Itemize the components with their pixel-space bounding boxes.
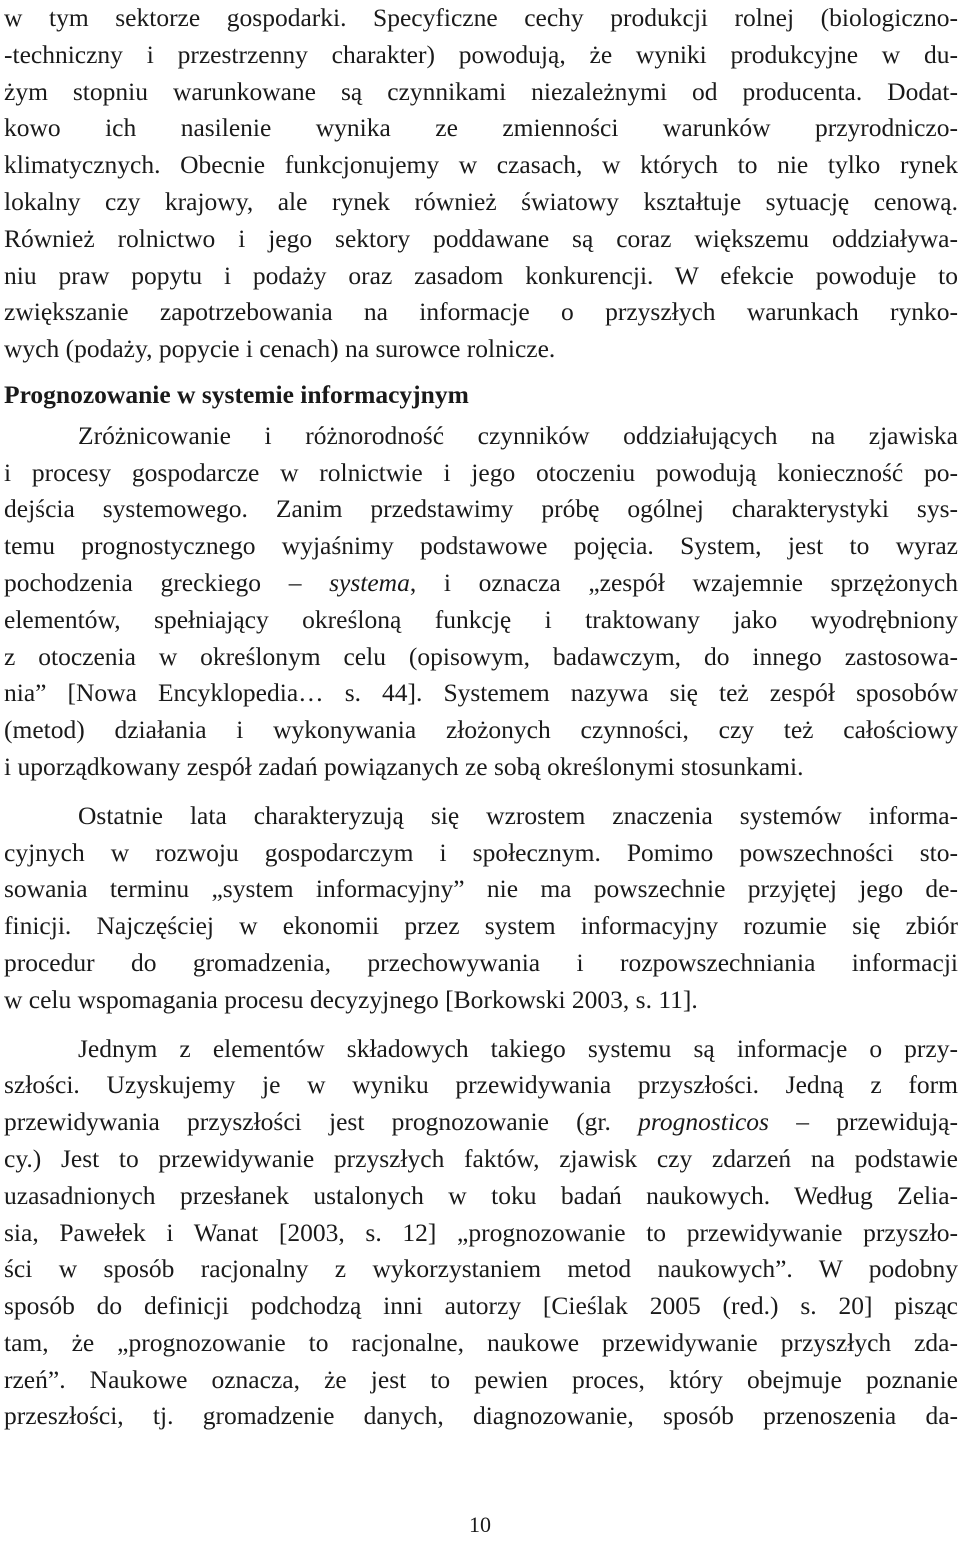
text-line: rzeń”. Naukowe oznacza, że jest to pewien proces, który obejmuje poznanie xyxy=(4,1364,958,1394)
text-line: tam, że „prognozowanie to racjonalne, naukowe przewidywanie przyszłych zda- xyxy=(4,1327,958,1357)
text-segment: , i oznacza „zespół wzajemnie sprzężonych xyxy=(409,567,958,597)
text-segment: – przewidują- xyxy=(768,1107,958,1137)
paragraph-3 xyxy=(4,798,958,1019)
text-line: niu praw popytu i podaży oraz zasadom konkurencji. W efekcie powoduje to xyxy=(4,260,958,290)
text-line: w tym sektorze gospodarki. Specyficzne cechy produkcji rolnej (biologiczno- xyxy=(4,3,958,32)
paragraph-2 xyxy=(4,418,958,786)
text-line: elementów, spełniający określoną funkcję i traktowany jako wyodrębniony xyxy=(4,604,958,634)
paragraph-4 xyxy=(4,1031,958,1436)
text-line: z otoczenia w określonym celu (opisowym, badawczym, do innego zastosowa- xyxy=(4,641,958,671)
text-segment: pochodzenia greckiego – xyxy=(4,567,330,597)
text-line: przeszłości, tj. gromadzenie danych, diagnozowanie, sposób przenoszenia da- xyxy=(4,1401,958,1431)
text-line xyxy=(4,1104,958,1141)
text-line: szłości. Uzyskujemy je w wyniku przewidywania przyszłości. Jedną z form xyxy=(4,1070,958,1100)
text-line: wych (podaży, popycie i cenach) na surowce rolnicze. xyxy=(4,334,556,364)
text-line: w celu wspomagania procesu decyzyjnego [Borkowski 2003, s. 11]. xyxy=(4,984,698,1014)
text-line: Jednym z elementów składowych takiego systemu są informacje o przy- xyxy=(78,1033,958,1063)
text-line: żym stopniu warunkowane są czynnikami niezależnymi od producenta. Dodat- xyxy=(4,76,958,106)
text-line: i procesy gospodarcze w rolnictwie i jego otoczeniu powodują konieczność po- xyxy=(4,457,958,487)
text-line: finicji. Najczęściej w ekonomii przez system informacyjny rozumie się zbiór xyxy=(4,911,958,941)
text-line: klimatycznych. Obecnie funkcjonujemy w czasach, w których to nie tylko rynek xyxy=(4,150,958,180)
text-line: -techniczny i przestrzenny charakter) powodują, że wyniki produkcyjne w du- xyxy=(4,39,958,69)
text-line: sia, Pawełek i Wanat [2003, s. 12] „prognozowanie to przewidywanie przyszło- xyxy=(4,1217,958,1247)
italic-term: systema xyxy=(329,567,410,597)
text-line: temu prognostycznego wyjaśnimy podstawowe pojęcia. System, jest to wyraz xyxy=(4,531,958,561)
page-number: 10 xyxy=(469,1512,491,1537)
text-line: zwiększanie zapotrzebowania na informacje o przyszłych warunkach rynko- xyxy=(4,297,958,327)
text-segment: przewidywania przyszłości jest prognozowanie (gr. xyxy=(4,1107,639,1137)
text-line: cy.) Jest to przewidywanie przyszłych faktów, zjawisk czy zdarzeń na podstawie xyxy=(4,1143,958,1173)
text-line: sposób do definicji podchodzą inni autorzy [Cieślak 2005 (red.) s. 20] pisząc xyxy=(4,1291,958,1321)
italic-term: prognosticos xyxy=(638,1107,769,1137)
text-line: Zróżnicowanie i różnorodność czynników oddziałujących na zjawiska xyxy=(78,420,958,450)
text-line: ści w sposób racjonalny z wykorzystaniem metod naukowych”. W podobny xyxy=(4,1254,958,1284)
text-line: i uporządkowany zespół zadań powiązanych ze sobą określonymi stosunkami. xyxy=(4,751,804,781)
paragraph-1 xyxy=(4,0,958,368)
text-line: lokalny czy krajowy, ale rynek również światowy kształtuje sytuację cenową. xyxy=(4,186,958,216)
text-line: sowania terminu „system informacyjny” nie ma powszechnie przyjętej jego de- xyxy=(4,874,958,904)
text-line xyxy=(4,565,958,602)
section-heading: Prognozowanie w systemie informacyjnym xyxy=(4,379,469,409)
text-line: procedur do gromadzenia, przechowywania i rozpowszechniania informacji xyxy=(4,947,958,977)
text-line: kowo ich nasilenie wynika ze zmienności warunków przyrodniczo- xyxy=(4,113,958,143)
text-line: cyjnych w rozwoju gospodarczym i społecznym. Pomimo powszechności sto- xyxy=(4,837,958,867)
text-line: dejścia systemowego. Zanim przedstawimy próbę ogólnej charakterystyki sys- xyxy=(4,494,958,524)
text-line: uzasadnionych przesłanek ustalonych w toku badań naukowych. Według Zelia- xyxy=(4,1180,958,1210)
page-content xyxy=(4,0,958,1435)
text-line: Ostatnie lata charakteryzują się wzrostem znaczenia systemów informa- xyxy=(78,800,958,830)
text-line: nia” [Nowa Encyklopedia… s. 44]. Systemem nazywa się też zespół sposobów xyxy=(4,678,958,708)
text-line: Również rolnictwo i jego sektory poddawane są coraz większemu oddziaływa- xyxy=(4,223,958,253)
text-line: (metod) działania i wykonywania złożonych czynności, czy też całościowy xyxy=(4,715,958,745)
